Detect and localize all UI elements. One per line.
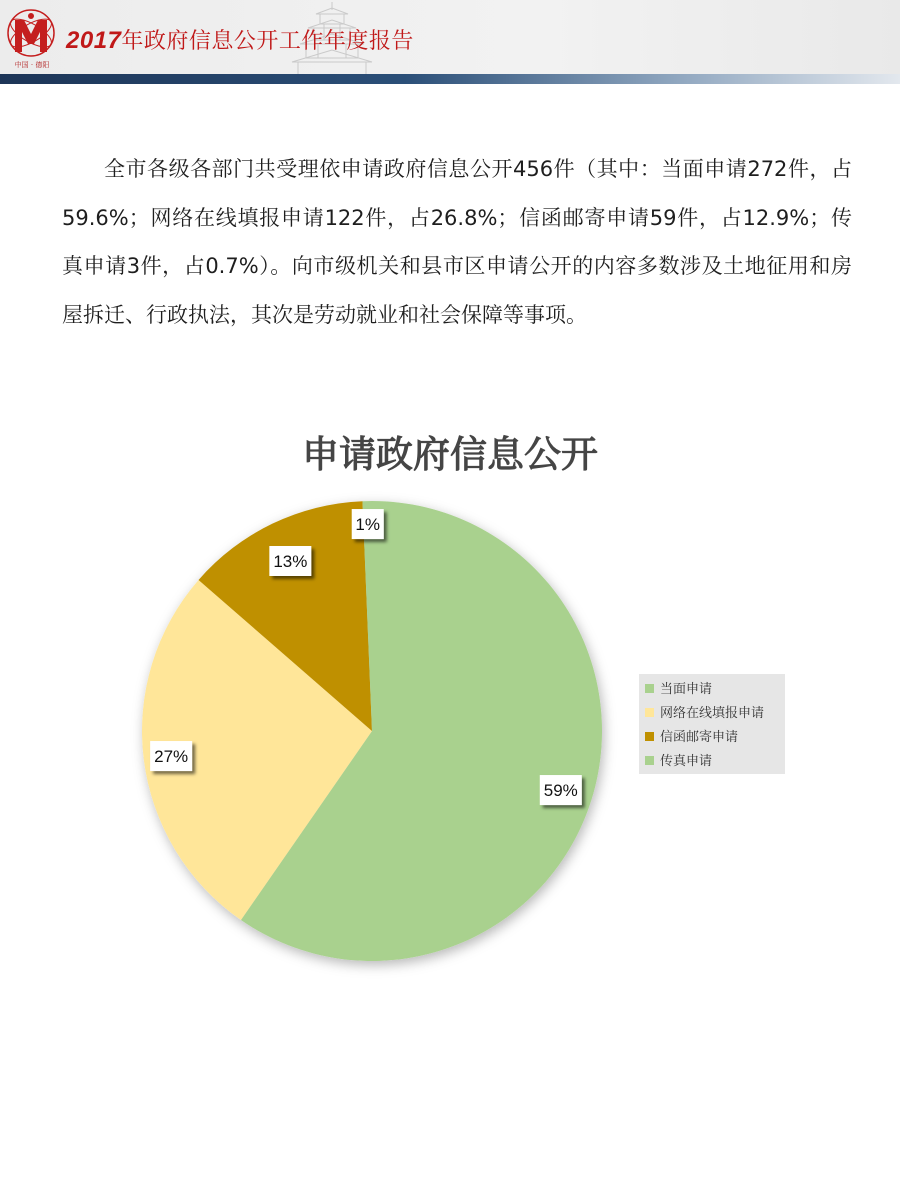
svg-text:27%: 27% [154, 747, 189, 767]
legend-label: 网络在线填报申请 [660, 706, 765, 721]
report-header [0, 0, 900, 74]
chart-title: 申请政府信息公开 [302, 433, 598, 476]
report-title [66, 24, 414, 55]
body-paragraph: 全市各级各部门共受理依申请政府信息公开456件（其中：当面申请272件，占59.6%；网络在线填报申请122件，占26.8%；信函邮寄申请59件，占12.9%；传真申请3件，占0.7%）。向市级机关和县市区申请公开的内容多数涉及土地征用和房屋拆迁、行政执法，其次是劳动就业和社会保障等事项。 [62, 157, 852, 327]
data-label-online [150, 741, 192, 771]
legend-label: 传真申请 [660, 754, 713, 769]
legend-swatch [645, 732, 654, 741]
header-stripe [0, 74, 900, 84]
data-label-fax [352, 509, 384, 539]
report-title-year: 2017 [66, 27, 122, 54]
legend-item-mail [645, 726, 785, 750]
data-label-in-person [540, 775, 582, 805]
legend-swatch [645, 708, 654, 717]
legend-swatch [645, 684, 654, 693]
legend-item-fax [645, 750, 785, 774]
svg-text:13%: 13% [273, 551, 308, 571]
legend-label: 当面申请 [660, 682, 713, 697]
logo-caption: 中国 · 德阳 [14, 61, 50, 69]
svg-text:1%: 1% [355, 515, 381, 535]
svg-text:59%: 59% [543, 781, 578, 801]
legend-item-in-person [645, 678, 785, 702]
report-title-text: 年政府信息公开工作年度报告 [121, 29, 414, 54]
data-label-mail [269, 546, 311, 576]
legend-swatch [645, 756, 654, 765]
chart-legend [639, 674, 785, 774]
legend-label: 信函邮寄申请 [660, 730, 739, 745]
legend-item-online [645, 702, 785, 726]
